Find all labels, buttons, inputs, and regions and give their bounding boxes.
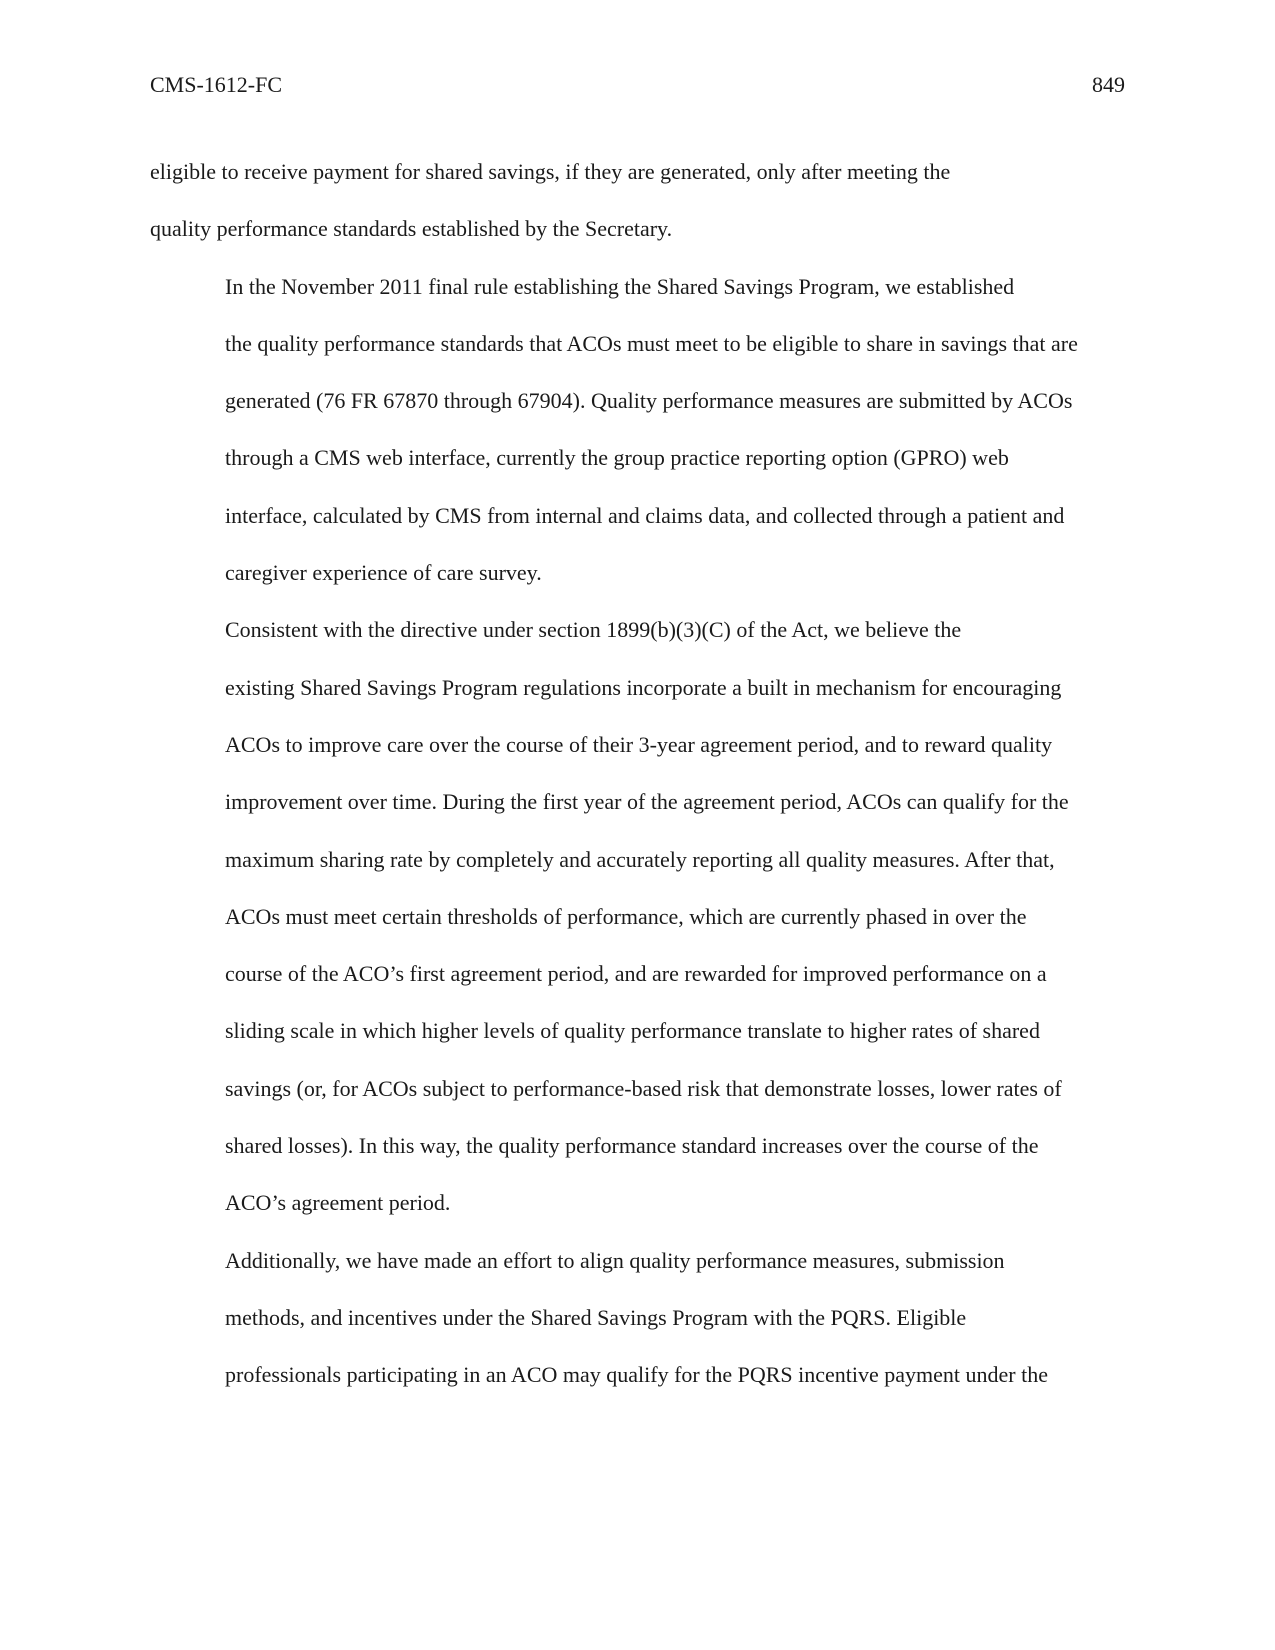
paragraph	[150, 143, 1125, 258]
text-line: Additionally, we have made an effort to align quality performance measures, submission	[225, 1247, 1005, 1273]
text-line: ACOs to improve care over the course of their 3-year agreement period, and to reward quality	[225, 731, 1053, 757]
text-line: caregiver experience of care survey.	[225, 560, 542, 586]
text-line: sliding scale in which higher levels of quality performance translate to higher rates of shared	[225, 1018, 1040, 1044]
text-line: ACO’s agreement period.	[225, 1190, 451, 1216]
text-line: eligible to receive payment for shared savings, if they are generated, only after meeting the	[150, 159, 951, 184]
text-line: savings (or, for ACOs subject to performance-based risk that demonstrate losses, lower rates of	[225, 1075, 1062, 1101]
text-line: Consistent with the directive under section 1899(b)(3)(C) of the Act, we believe the	[225, 617, 962, 643]
text-line: through a CMS web interface, currently the group practice reporting option (GPRO) web	[225, 445, 1009, 471]
text-line: course of the ACO’s first agreement period, and are rewarded for improved performance on a	[225, 961, 1047, 987]
text-line: improvement over time. During the first year of the agreement period, ACOs can qualify for the	[225, 789, 1069, 815]
text-line: methods, and incentives under the Shared Savings Program with the PQRS. Eligible	[225, 1304, 967, 1330]
document-id: CMS-1612-FC	[150, 72, 283, 97]
paragraph	[150, 1232, 1125, 1404]
text-line: ACOs must meet certain thresholds of performance, which are currently phased in over the	[225, 903, 1027, 929]
text-line: In the November 2011 final rule establishing the Shared Savings Program, we established	[225, 273, 1015, 299]
paragraph	[150, 601, 1125, 1231]
text-line: interface, calculated by CMS from internal and claims data, and collected through a patient and	[225, 502, 1065, 528]
text-line: generated (76 FR 67870 through 67904). Quality performance measures are submitted by ACOs	[225, 388, 1073, 414]
text-line: quality performance standards established by the Secretary.	[150, 216, 673, 242]
paragraph	[150, 258, 1125, 602]
page-number: 849	[1092, 72, 1125, 97]
text-line: shared losses). In this way, the quality performance standard increases over the course of the	[225, 1133, 1039, 1159]
text-line: the quality performance standards that ACOs must meet to be eligible to share in savings that are	[225, 330, 1078, 356]
text-line: existing Shared Savings Program regulations incorporate a built in mechanism for encouraging	[225, 674, 1062, 700]
body-text	[150, 143, 1125, 1404]
text-line: maximum sharing rate by completely and accurately reporting all quality measures. After that,	[225, 846, 1055, 872]
text-line: professionals participating in an ACO may qualify for the PQRS incentive payment under the	[225, 1362, 1048, 1388]
